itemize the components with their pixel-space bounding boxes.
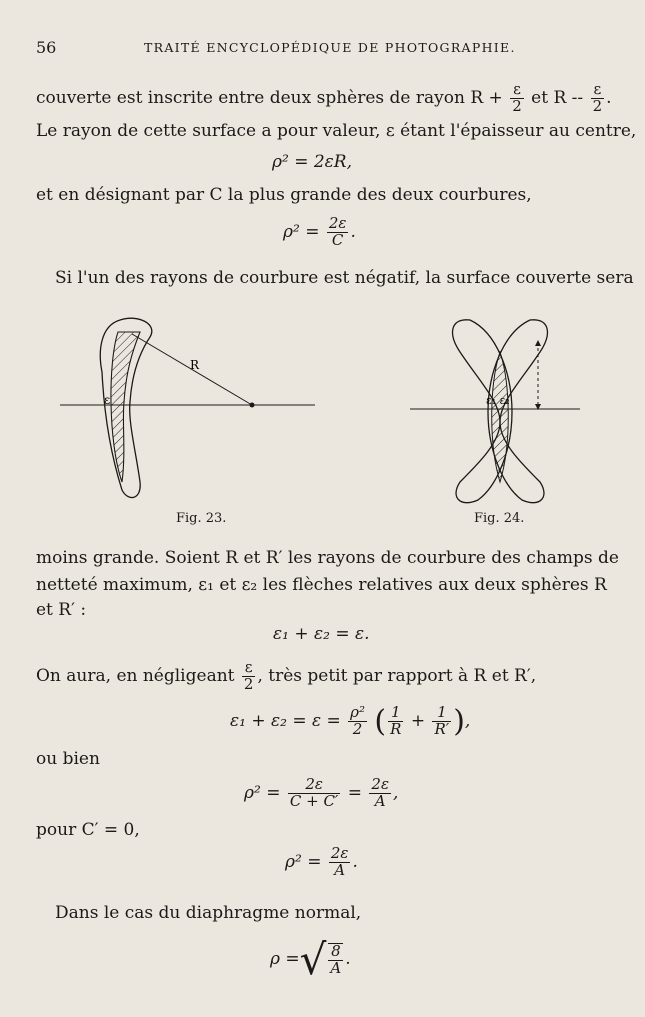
hatched-region [111, 332, 140, 482]
text-line-4: Si l'un des rayons de courbure est négatif, la surface couverte sera [55, 268, 634, 288]
label-epsilon: ε [104, 393, 111, 407]
text-line-6: netteté maximum, ε₁ et ε₂ les flèches relatives aux deux sphères R [36, 575, 607, 595]
text-line-7: et R′ : [36, 600, 87, 620]
equation-5: ρ² = $\frac{2\varepsilon}{C + C'}$ = $\frac{2\varepsilon}{A}$ , [244, 775, 399, 810]
arrow-up-icon [535, 340, 541, 346]
equation-6: ρ² = $\frac{2\varepsilon}{A}$ . [285, 844, 358, 879]
fraction-eps-over-2-b: $\frac{\varepsilon}{2}$ [592, 80, 603, 115]
label-R: R [190, 358, 200, 372]
text-line-10: pour C′ = 0, [36, 820, 140, 840]
text-line-9: ou bien [36, 749, 100, 769]
label-eps12: ε₁ ε₂ [486, 394, 510, 407]
equation-2: ρ² = $\frac{2\varepsilon}{C}$ . [283, 214, 356, 249]
text-line-2: Le rayon de cette surface a pour valeur, ε étant l'épaisseur au centre, [36, 121, 637, 141]
text-line-11: Dans le cas du diaphragme normal, [55, 903, 362, 923]
fraction-eps-over-2: $\frac{\varepsilon}{2}$ [512, 80, 522, 115]
running-title: TRAITÉ ENCYCLOPÉDIQUE DE PHOTOGRAPHIE. [144, 40, 516, 55]
equation-7: ρ =√ $\frac{8}{A}$ . [270, 935, 351, 984]
equation-1: ρ² = 2εR, [272, 152, 353, 172]
figure-23 [60, 312, 320, 512]
figure-24 [410, 312, 610, 512]
text-line-1-a: couverte est inscrite entre deux sphères de rayon R + [36, 87, 503, 108]
text-line-8: On aura, en négligeant $\frac{\varepsilon}{2}$ , très petit par rapport à R et R′, [36, 658, 537, 693]
figure-23-caption: Fig. 23. [176, 511, 227, 526]
hatched-overlap [492, 352, 509, 482]
running-header [36, 38, 606, 58]
text-line-5: moins grande. Soient R et R′ les rayons de courbure des champs de [36, 548, 619, 568]
text-line-3: et en désignant par C la plus grande des deux courbures, [36, 185, 532, 205]
page-number: 56 [36, 38, 57, 57]
text-line-1-b: et R -- [531, 87, 584, 108]
equation-4: ε₁ + ε₂ = ε = $\frac{\text{ρ²}}{2}$ ( $\frac{1}{R}$ + $\frac{1}{R'}$ ), [230, 703, 471, 739]
center-point [250, 403, 255, 408]
figure-24-caption: Fig. 24. [474, 511, 525, 526]
equation-3: ε₁ + ε₂ = ε. [273, 624, 370, 644]
text-line-1: couverte est inscrite entre deux sphères de rayon R + $\frac{\varepsilon}{2}$ et R -- $\frac{\varepsilon}{2}$ . [36, 80, 612, 115]
